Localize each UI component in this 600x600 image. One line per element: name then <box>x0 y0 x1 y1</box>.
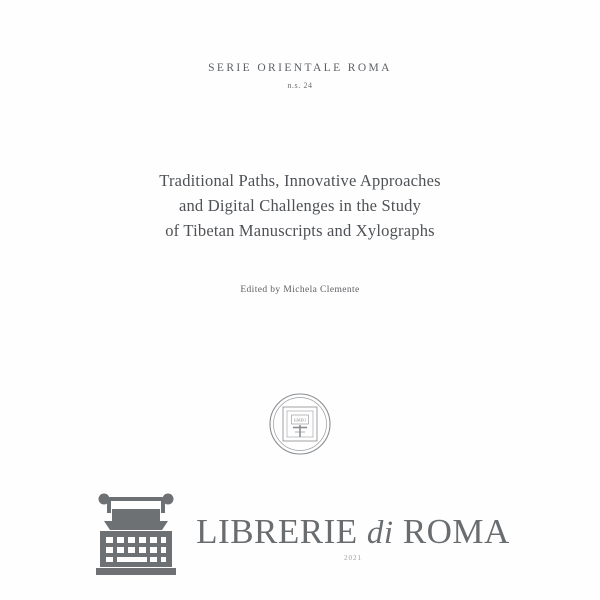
logo-text-italic: di <box>366 515 394 551</box>
editor-line: Edited by Michela Clemente <box>240 285 360 295</box>
series-number: n.s. 24 <box>287 81 313 90</box>
publisher-seal-icon <box>263 387 337 461</box>
series-title: SERIE ORIENTALE ROMA <box>208 62 392 74</box>
svg-text:IsMEO: IsMEO <box>293 417 307 423</box>
logo-year: 2021 <box>344 554 362 562</box>
publisher-logo <box>0 492 600 578</box>
logo-text-secondary: ROMA <box>402 512 510 551</box>
title-line-3: of Tibetan Manuscripts and Xylographs <box>165 221 435 240</box>
printing-press-icon <box>90 492 182 578</box>
publisher-logo-text <box>196 508 510 562</box>
series-header <box>208 62 392 90</box>
title-line-1: Traditional Paths, Innovative Approaches <box>159 171 441 190</box>
editor-credit <box>240 285 359 295</box>
book-title <box>70 168 530 243</box>
logo-text-primary: LIBRERIE <box>196 512 358 551</box>
title-line-2: and Digital Challenges in the Study <box>178 196 422 215</box>
